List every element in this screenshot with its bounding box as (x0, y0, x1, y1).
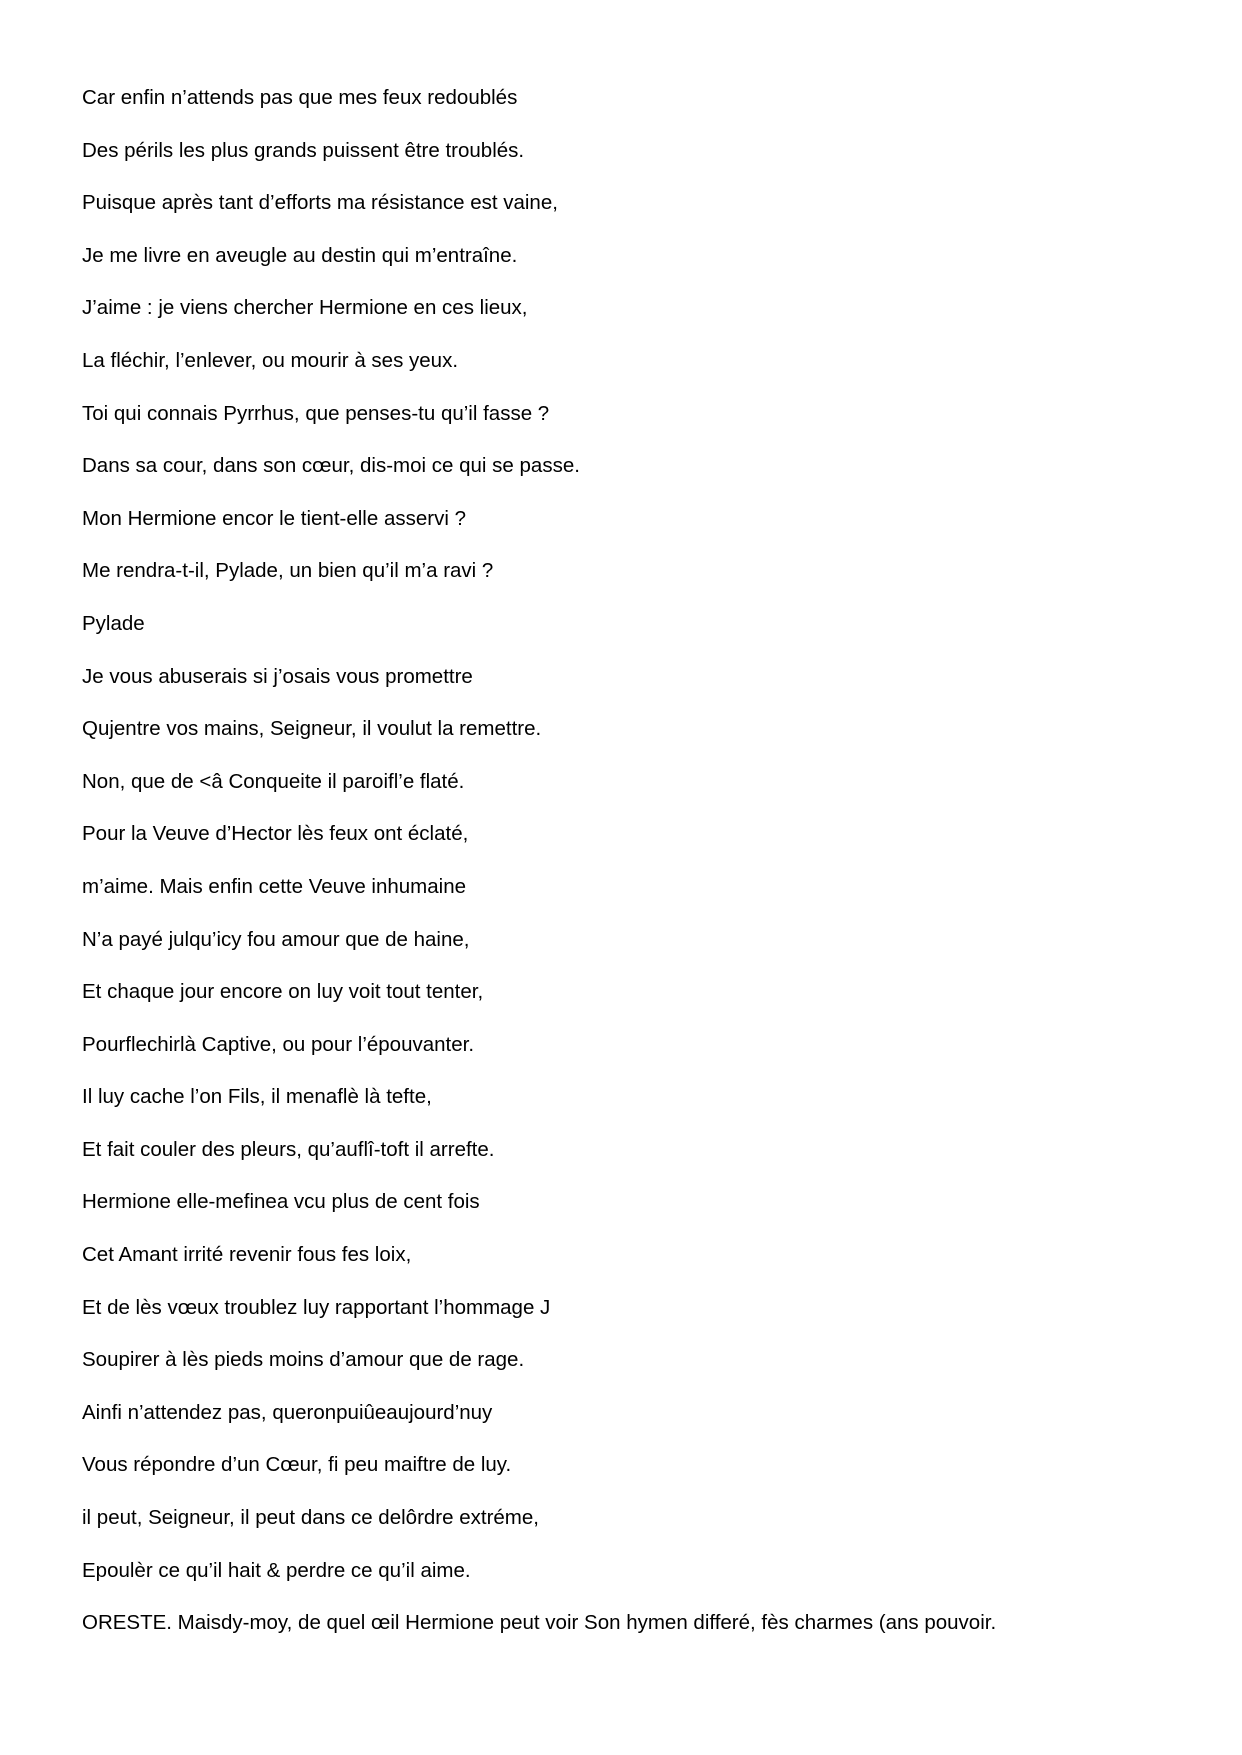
verse-line: Qujentre vos mains, Seigneur, il voulut la remettre. (82, 717, 542, 741)
verse-line: Mon Hermione encor le tient-elle asservi ? (82, 506, 466, 530)
verse-line: m’aime. Mais enfin cette Veuve inhumaine (82, 874, 467, 898)
verse-line: Dans sa cour, dans son cœur, dis-moi ce qui se passe. (82, 454, 580, 478)
verse-text (82, 78, 1202, 1656)
verse-line: Car enfin n’attends pas que mes feux redoublés (82, 86, 518, 109)
speaker-name: Pylade (82, 611, 145, 635)
verse-line: Soupirer à lès pieds moins d’amour que de rage. (82, 1348, 525, 1372)
verse-line: Toi qui connais Pyrrhus, que penses-tu qu’il fasse ? (82, 401, 550, 425)
verse-line: Ainfi n’attendez pas, queronpuiûeaujourd’nuy (82, 1400, 493, 1424)
verse-line: Puisque après tant d’efforts ma résistance est vaine, (82, 191, 558, 215)
verse-line: Cet Amant irrité revenir fous fes loix, (82, 1243, 412, 1267)
verse-line: La fléchir, l’enlever, ou mourir à ses yeux. (82, 348, 459, 372)
verse-line: Pourflechirlà Captive, ou pour l’épouvanter. (82, 1032, 475, 1056)
verse-line: ORESTE. Maisdy-moy, de quel œil Hermione peut voir Son hymen differé, fès charmes (ans pouvoir. (82, 1611, 997, 1635)
verse-line: Je vous abuserais si j’osais vous promettre (82, 664, 473, 688)
verse-line: Je me livre en aveugle au destin qui m’entraîne. (82, 243, 518, 267)
verse-line: Et de lès vœux troublez luy rapportant l’hommage J (82, 1295, 551, 1319)
verse-line: Et chaque jour encore on luy voit tout tenter, (82, 980, 484, 1004)
verse-line: Non, que de <â Conqueite il paroifl’e flaté. (82, 769, 465, 793)
verse-line: il peut, Seigneur, il peut dans ce delôrdre extréme, (82, 1506, 539, 1530)
verse-line: Vous répondre d’un Cœur, fi peu maiftre de luy. (82, 1453, 512, 1477)
verse-line: Des périls les plus grands puissent être troublés. (82, 138, 525, 162)
verse-line: Me rendra-t-il, Pylade, un bien qu’il m’a ravi ? (82, 559, 494, 583)
verse-line: N’a payé julqu’icy fou amour que de haine, (82, 927, 470, 951)
verse-line: Et fait couler des pleurs, qu’auflî-toft il arrefte. (82, 1137, 495, 1161)
verse-line: J’aime : je viens chercher Hermione en ces lieux, (82, 296, 528, 320)
verse-line: Epoulèr ce qu’il hait & perdre ce qu’il aime. (82, 1558, 471, 1582)
verse-line: Il luy cache l’on Fils, il menaflè là tefte, (82, 1085, 432, 1109)
verse-line: Hermione elle-mefinea vcu plus de cent fois (82, 1190, 480, 1214)
verse-line: Pour la Veuve d’Hector lès feux ont éclaté, (82, 822, 469, 846)
